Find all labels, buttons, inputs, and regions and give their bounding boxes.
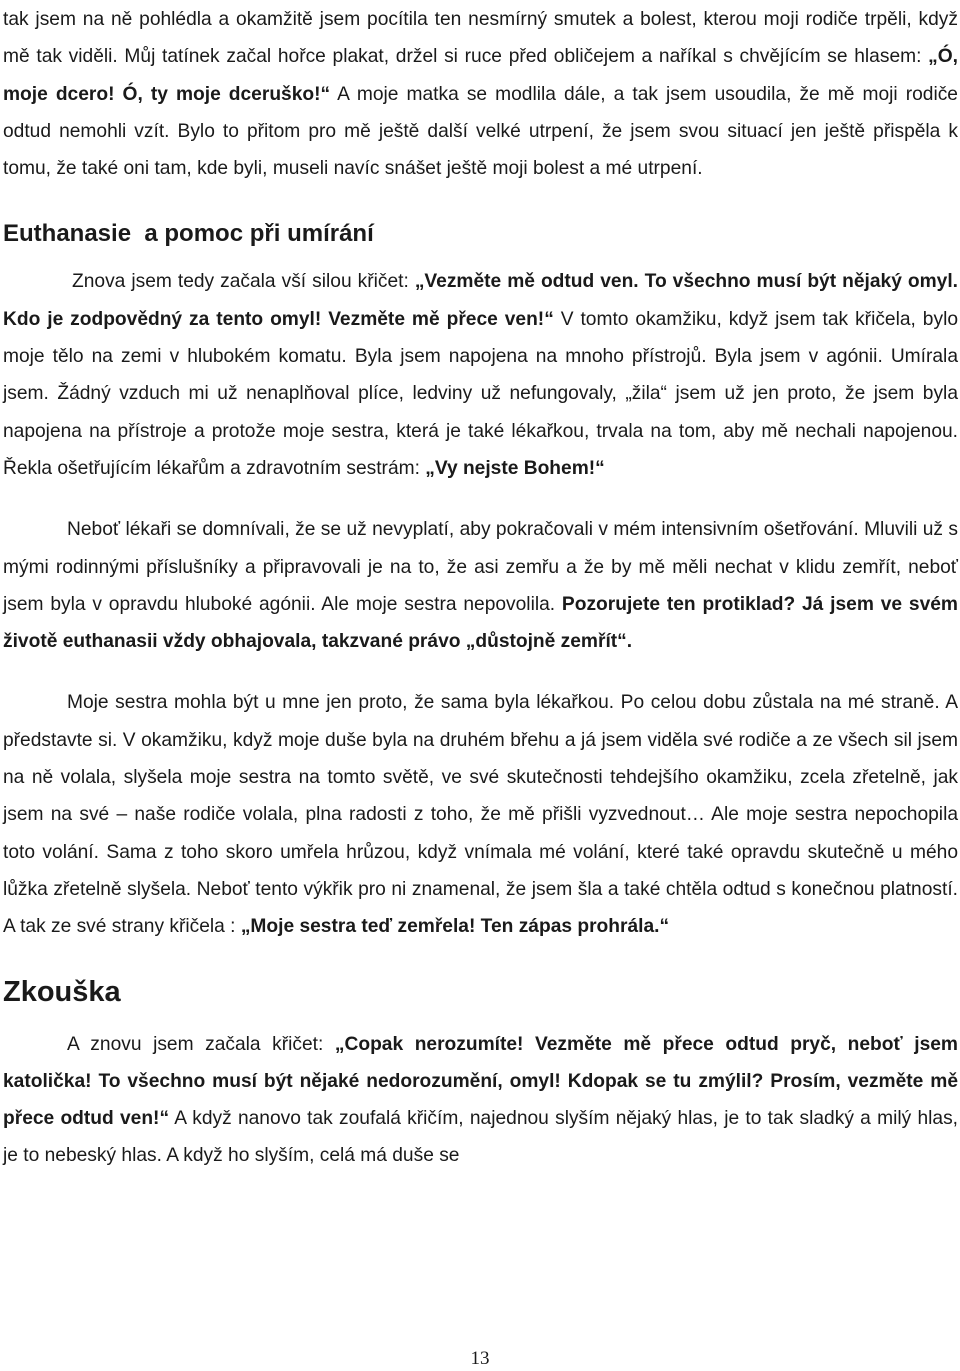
bold-statement: Pozorujete ten protiklad? Já jsem ve svém životě euthanasii vždy obhajovala, takzvané právo „důstojně zemřít“. [3,593,958,653]
paragraph-cry [3,263,958,487]
bold-quote: „Copak nerozumíte! Vezměte mě přece odtud pryč, neboť jsem katolička! To všechno musí být nějaké nedorozumění, omyl! Kdopak se tu zmýlil? Prosím, vezměte mě přece odtud ven!“ [3,1033,958,1130]
paragraph-test [3,1026,958,1175]
paragraph-text: V tomto okamžiku, když jsem tak křičela, bylo moje tělo na zemi v hlubokém komatu. Byla jsem napojena na mnoho přístrojů. Byla jsem v agónii. Umírala jsem. Žádný vzduch mi už nenaplňoval plíce, ledviny už nefungovaly, „žila“ jsem už jen proto, že jsem byla napojena na přístroje a protože moje sestra, která je také lékařkou, trvala na tom, aby mě nechali napojenou. Řekla ošetřujícím lékařům a zdravotním sestrám: [3,308,959,479]
section-heading-euthanasie: Euthanasie a pomoc při umírání [3,220,374,248]
bold-quote: „Moje sestra teď zemřela! Ten zápas prohrála.“ [240,916,670,938]
bold-quote: „Vezměte mě odtud ven. To všechno musí být nějaký omyl. Kdo je zodpovědný za tento omyl! Vezměte mě přece ven!“ [3,271,958,330]
section-heading-zkouska: Zkouška [3,975,121,1008]
document-page [3,0,958,1175]
paragraph-text: A když nanovo tak zoufalá křičím, najednou slyším nějaký hlas, je to tak sladký a milý hlas, je to nebeský hlas. A když ho slyším, celá má duše se [3,1108,958,1167]
paragraph-text: A znovu jsem začala křičet: [67,1033,335,1055]
paragraph-text: Znova jsem tedy začala vší silou křičet: [72,271,415,293]
paragraph-doctors [3,511,958,660]
paragraph-sister [3,684,958,945]
paragraph-text: tak jsem na ně pohlédla a okamžitě jsem pocítila ten nesmírný smutek a bolest, kterou moji rodiče trpěli, když mě tak viděli. Můj tatínek začal hořce plakat, držel si ruce před obličejem a naříkal s chvějícím se hlasem: [3,9,958,68]
bold-quote: „Ó, moje dcero! Ó, ty moje dceruško!“ [3,46,958,105]
paragraph-intro [3,1,958,187]
paragraph-text: Neboť lékaři se domnívali, že se už nevyplatí, aby pokračovali v mém intensivním ošetřování. Mluvili už s mými rodinnými příslušníky a připravovali je na to, že asi zemřu a že by mě měli nechat v klidu zemřít, neboť jsem byla v opravdu hluboké agónii. Ale moje sestra nepovolila. [3,519,958,615]
page-number: 13 [470,1348,490,1369]
bold-quote: „Vy nejste Bohem!“ [425,457,605,479]
paragraph-text: A moje matka se modlila dále, a tak jsem usoudila, že mě moji rodiče odtud nemohli vzít. Bylo to přitom pro mě ještě další velké utrpení, že jsem svou situací jen ještě přispěla k tomu, že také oni tam, kde byli, museli navíc snášet ještě moji bolest a mé utrpení. [3,83,958,180]
paragraph-text: Moje sestra mohla být u mne jen proto, že sama byla lékařkou. Po celou dobu zůstala na mé straně. A představte si. V okamžiku, když moje duše byla na druhém břehu a já jsem viděla své rodiče a ze všech sil jsem na ně volala, slyšela moje sestra na tomto světě, ve své skutečnosti tehdejšího okamžiku, zcela zřetelně, jak jsem na své – naše rodiče volala, plna radosti z toho, že mě přišli vyzvednout… Ale moje sestra nepochopila toto volání. Sama z toho skoro umřela hrůzou, když vnímala mé volání, které také opravdu skutečně u mého lůžka zřetelně slyšela. Neboť tento výkřik pro ni znamenal, že jsem šla a také chtěla odtud s konečnou platností. A tak ze své strany křičela : [3,692,958,938]
